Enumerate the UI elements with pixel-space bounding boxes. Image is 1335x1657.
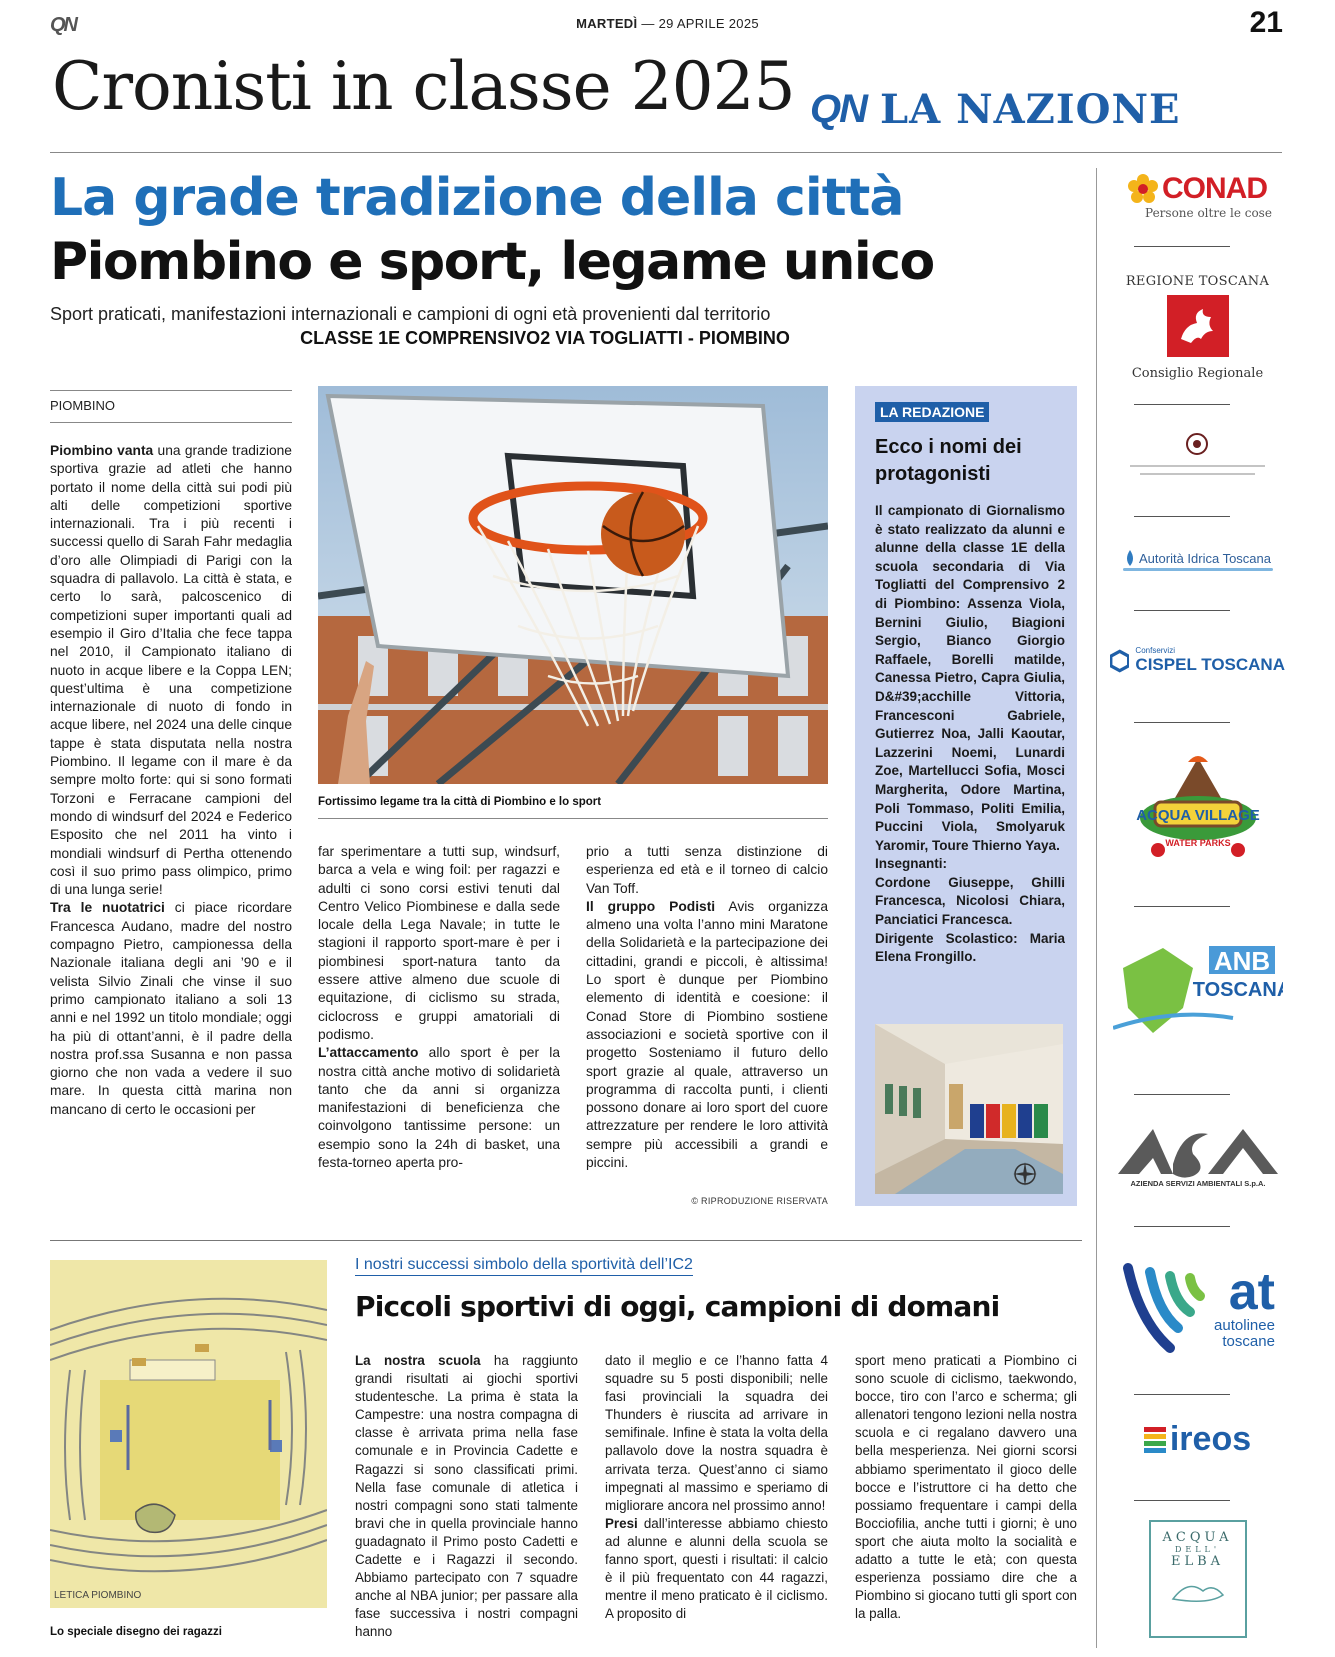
sponsor-rule <box>1134 1500 1230 1501</box>
brand-logo <box>810 84 1280 134</box>
sponsor-rule <box>1134 246 1230 247</box>
cispel-small: Confservizi <box>1135 646 1175 655</box>
anb-sub: TOSCANA <box>1192 979 1283 1001</box>
at-sub-1: autolinee <box>1214 1317 1275 1334</box>
ministry-emblem-icon <box>1110 432 1285 486</box>
water-drop-icon <box>1124 550 1136 566</box>
col1-p1: una grande tradizione sportiva grazie ad atleti che hanno portato il nome della città sui podi più alti delle competizioni sportive internazionali. Tra i più recenti i successi quello di Sarah Fahr medaglia d’oro alle Olimpiadi di Parigi con la squadra di pallavolo. La città è stata, e certo lo sarà, palcoscenico di competizioni super importanti quali ad esempio il Giro d’Italia che fece tappa nel 2010, il Campionato italiano di nuoto in acque libere e la Coppa LEN; quest’ultima è una competizione internazionale di nuoto di fondo in acque libere, nel 2024 una delle cinque tappe è stata disputata nella nostra Piombino. Il legame con il mare è da sempre molto forte: qui si sono formati Torzoni e Ferracane campioni del mondo di windsurf del 2024 e Federico Esposito che nel 2011 ha vinto i mondiali windsurf di Pertha ottenendo così il suo primo pass olimpico, primo di una lunga serie! <box>50 443 292 898</box>
children-drawing <box>50 1260 327 1608</box>
asa-logo-icon <box>1113 1124 1283 1188</box>
second-col2-lead: Presi <box>605 1515 638 1531</box>
anb-toscana-logo-icon <box>1113 938 1283 1038</box>
sponsor-rule <box>1134 516 1230 517</box>
box-text <box>875 502 1065 1012</box>
box-title: Ecco i nomi dei protagonisti <box>875 436 1022 485</box>
box-principal: Dirigente Scolastico: Maria Elena Frongillo. <box>875 930 1065 965</box>
col3-lead: Il gruppo Podisti <box>586 898 716 914</box>
sponsor-rule <box>1134 610 1230 611</box>
col2-p2: allo sport è per la nostra città anche motivo di solidarietà tanto che da anni si organizza manifestazioni di beneficienza che coinvolgono tantissime persone: un esempio sono la 24h di basket, una festa-torneo aperta pro- <box>318 1045 560 1171</box>
second-col3-text: sport meno praticati a Piombino ci sono scuole di ciclismo, taekwondo, bocce, tiro con l’arco e scherma; gli allenatori tengono lezioni nella nostra scuola e ci regalano davvero una bella mesperienza. Nei giorni scorsi abbiamo sperimentato il gioco delle bocce e l’istruttore ci ha detto che possiamo frequentare i campi della Bocciofilia, anche tutti i giorni; è uno sport che aiuta molto la socialità e adatto a tutte le età; con questa esperienza possiamo dire che a Piombino si giocano tutti gli sport con la palla. <box>855 1353 1077 1622</box>
header-rule <box>50 152 1282 153</box>
class-line: CLASSE 1E COMPRENSIVO2 VIA TOGLIATTI - PIOMBINO <box>300 328 790 348</box>
acqua-elba-3: ELBA <box>1170 1554 1225 1569</box>
sponsor-asa[interactable] <box>1110 1124 1285 1193</box>
pegasus-icon <box>1167 295 1229 357</box>
second-col-1 <box>355 1352 578 1652</box>
sponsor-ministero[interactable] <box>1110 432 1285 491</box>
redazione-tag: LA REDAZIONE <box>875 402 989 422</box>
drawing-signature: LETICA PIOMBINO <box>54 1590 142 1601</box>
sponsor-ireos[interactable] <box>1110 1420 1285 1459</box>
dateline-sep: — <box>641 16 655 31</box>
at-stripes-icon <box>1120 1262 1210 1354</box>
article-headline: Piombino e sport, legame unico <box>50 232 934 292</box>
at-sub-2: toscane <box>1222 1333 1275 1350</box>
cispel-text: CISPEL TOSCANA <box>1135 655 1285 674</box>
basketball-photo <box>318 386 828 784</box>
autorita-text: Autorità Idrica Toscana <box>1139 550 1271 566</box>
second-col2-p1: dato il meglio e ce l’hanno fatta 4 squadre su 5 posti disponibili; nelle fasi provinciali la squadra dei Thunders è riuscita ad arrivare in semifinale. Infine è stata la volta della pallavolo dove la nostra squadra è arrivata terza. Quest’anno ci siamo impegnati al massimo e speriamo di migliorare ancora nel prossimo anno! <box>605 1353 828 1513</box>
second-kicker: I nostri successi simbolo della sportività dell’IC2 <box>355 1256 693 1276</box>
sponsor-acqua-elba[interactable] <box>1110 1520 1285 1638</box>
acqua-village-text: ACQUA VILLAGE <box>1135 807 1260 824</box>
place-rule-bottom <box>50 422 292 423</box>
sponsor-autolinee-toscane[interactable] <box>1110 1262 1285 1354</box>
acqua-elba-1: ACQUA <box>1162 1530 1233 1545</box>
sponsor-rule <box>1134 1226 1230 1227</box>
col3-p1: prio a tutti senza distinzione di esperienza ed età e il torneo di calcio Van Toff. <box>586 844 828 896</box>
drawing-caption: Lo speciale disegno dei ragazzi <box>50 1626 222 1638</box>
dateline-day: MARTEDÌ <box>576 16 638 31</box>
conad-logo-text: CONAD <box>1162 172 1267 205</box>
qn-corner-logo: QN <box>50 14 76 36</box>
col1-lead-2: Tra le nuotatrici <box>50 900 165 916</box>
dateline-date: 29 APRILE 2025 <box>658 16 759 31</box>
sponsor-conad[interactable] <box>1110 172 1285 220</box>
photo-caption: Fortissimo legame tra la città di Piombino e lo sport <box>318 796 602 808</box>
second-col-2 <box>605 1352 828 1652</box>
track-drawing-illustration <box>50 1260 327 1608</box>
second-col-3 <box>855 1352 1077 1652</box>
autorita-wave <box>1123 568 1273 571</box>
sponsor-rule <box>1134 1094 1230 1095</box>
ireos-bars-icon <box>1144 1427 1166 1453</box>
box-names: di Giornalismo è stato realizzato da alunni e alunne della classe 1E della scuola secondaria di Via Togliatti del Comprensivo 2 di Piombino: Assenza Viola, Bernini Giulio, Biagioni Sergio, Bianco Giorgio Raffaele, Borelli matilde, Canessa Pietro, Capra Giulia, D&#39;acchille Vittoria, Francesconi Gabriele, Gutierrez Noa, Jalli Kaoutar, Lazzerini Noemi, Lunardi Zoe, Martellucci Sofia, Mosci Margherita, Odore Martina, Poli Tommaso, Politi Emilia, Puccini Viola, Smolyaruk Yaromir, Toure Thierno Yaya. <box>875 503 1065 853</box>
asa-sub: AZIENDA SERVIZI AMBIENTALI S.p.A. <box>1129 1179 1266 1188</box>
col2-p1: far sperimentare a tutti sup, windsurf, barca a vela e wing foil: per ragazzi e adulti ci sono corsi estivi tenuti dal Centro Velico Piombinese e dalla sede locale della Lega Navale; in tutte le stagioni il rapporto sport-mare è per i piombinesi sport-natura tanto da essere attive almeno due scuole di equitazione, di ciclismo su strada, ciclocross e gruppi amatoriali di podismo. <box>318 844 560 1042</box>
anb-text: ANB <box>1213 946 1270 976</box>
at-logo-text: at <box>1228 1263 1275 1321</box>
acqua-village-sub: WATER PARKS <box>1164 838 1231 848</box>
acqua-elba-2: DELL' <box>1174 1545 1221 1554</box>
sponsor-autorita-idrica[interactable] <box>1110 550 1285 571</box>
ireos-text: ireos <box>1169 1420 1252 1458</box>
article-subhead: Sport praticati, manifestazioni internazionali e campioni di ogni età provenienti dal territorio <box>50 304 771 324</box>
article-col-2 <box>318 843 560 1211</box>
hallway-illustration <box>875 1024 1063 1194</box>
place-label: PIOMBINO <box>50 398 116 413</box>
brand-name: LA NAZIONE <box>880 85 1181 133</box>
asa-text: ASA <box>1112 1124 1115 1125</box>
second-title: Piccoli sportivi di oggi, campioni di domani <box>355 1290 1000 1323</box>
place-rule-top <box>50 390 292 391</box>
sponsor-anb-toscana[interactable] <box>1110 938 1285 1043</box>
masthead-title: Cronisti in classe 2025 <box>52 48 795 125</box>
article-kicker: La grade tradizione della città <box>50 168 904 228</box>
second-col1-lead: La nostra scuola <box>355 1353 481 1368</box>
conad-tagline: Persone oltre le cose <box>1145 206 1272 220</box>
sponsor-rule <box>1134 722 1230 723</box>
col3-p2: Avis organizza almeno una volta l’anno mini Maratone della Solidarietà e la partecipazione dei cittadini, grandi e piccoli, è altissima! Lo sport è dunque per Piombino elemento di identità e coesione: il Conad Store di Piombino sostiene associazioni e società sportive con il progetto Sosteniamo il futuro dello sport grazie al quale, attraverso un programma di raccolta punti, i clienti possono donare ai loro sport del cuore attrezzature per rendere le loro attività sempre più accessibili a grandi e piccini. <box>586 898 828 1171</box>
sponsor-rule <box>1134 1394 1230 1395</box>
sponsor-divider <box>1096 168 1097 1648</box>
article-col-3 <box>586 843 828 1189</box>
col2-lead: L’attaccamento <box>318 1045 419 1061</box>
col1-lead: Piombino vanta <box>50 443 154 458</box>
sponsor-acqua-village[interactable] <box>1110 750 1285 875</box>
school-hallway-photo <box>875 1024 1063 1194</box>
brand-qn: QN <box>810 86 866 131</box>
sponsor-regione[interactable] <box>1110 274 1285 381</box>
section-rule <box>50 1240 1082 1241</box>
sponsor-rule <box>1134 404 1230 405</box>
basketball-hoop-illustration <box>318 386 828 784</box>
second-col2-p2: dall’interesse abbiamo chiesto ad alunne e alunni della scuola se fanno sport, questi i risultati: il calcio è il più frequentato con 44 ragazzi, mentre il meno praticato è il ciclismo. A proposito di <box>605 1515 828 1622</box>
sponsor-cispel[interactable] <box>1110 646 1285 675</box>
second-col1-text: ha raggiunto grandi risultati ai giochi sportivi studentesche. La prima è stata la Campestre: una nostra compagna di classe è arrivata prima nella fase comunale e in Provincia Cadette e Ragazzi si sono classificati primi. Nella fase comunale di atletica i nostri compagni sono stati talmente bravi che in quella provinciale hanno guadagnato il Primo posto Cadetti e Cadette e i Ragazzi il secondo. Abbiamo partecipato con 7 squadre anche al NBA junior; per passare alla fase successiva i nostri compagni hanno <box>355 1353 578 1640</box>
col1-p2: ci piace ricordare Francesca Audano, madre del nostro compagno Pietro, campionessa della Nazionale italiana degli ani ’90 e il velista Silvio Zinali che vinse il suo primo campionato italiano a soli 13 anni e nel 1992 un titolo mondiale; oggi ha più di ottant’anni, è il padre della nostra prof.ssa Susanna e non passa giorno che non vada a vedere il suo mare. In questa città marina non mancano di certo le occasioni per <box>50 900 292 1117</box>
regione-text: REGIONE TOSCANA <box>1125 274 1270 289</box>
dateline <box>0 16 1335 31</box>
box-teachers-label: Insegnanti: <box>875 856 948 872</box>
page-number: 21 <box>1249 6 1283 39</box>
consiglio-text: Consiglio Regionale <box>1131 366 1264 381</box>
acqua-village-logo-icon <box>1133 750 1263 870</box>
copyright: © RIPRODUZIONE RISERVATA <box>691 1196 828 1206</box>
cispel-hexagon-icon <box>1110 648 1129 674</box>
caption-rule <box>318 818 828 819</box>
box-teachers: Cordone Giuseppe, Ghilli Francesca, Nicolosi Chiara, Panciatici Francesca. <box>875 874 1065 928</box>
sponsor-rule <box>1134 906 1230 907</box>
elba-island-icon <box>1168 1569 1228 1609</box>
conad-flower-icon <box>1128 174 1158 204</box>
box-lead: Il campionato <box>875 503 964 518</box>
